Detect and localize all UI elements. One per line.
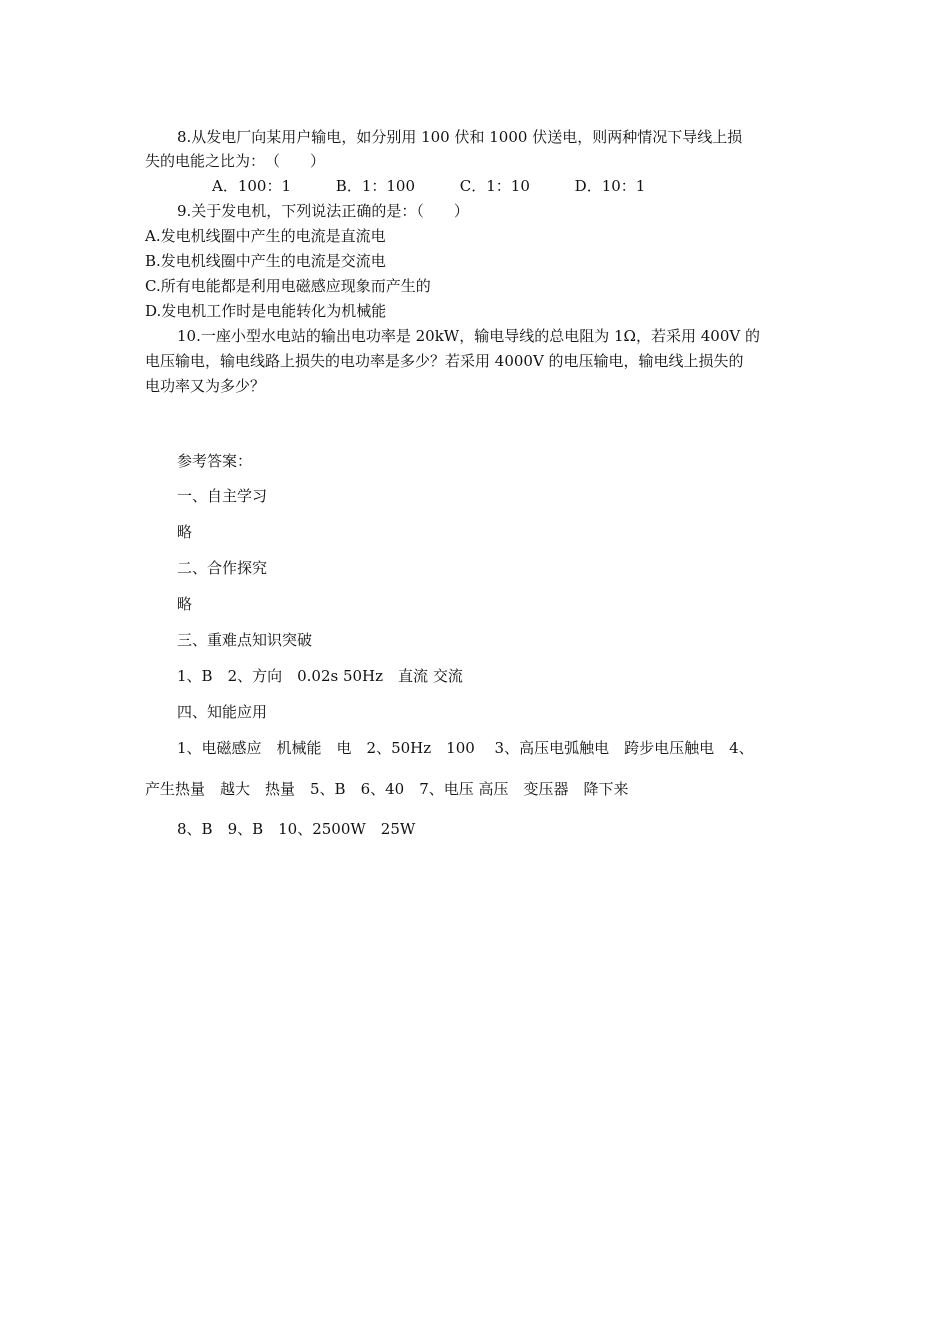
answers-section2-body: 略 — [177, 595, 193, 613]
answers-section1-heading: 一、自主学习 — [177, 487, 268, 505]
q8-option-c: C．1：10 — [459, 177, 530, 195]
answers-section1-body: 略 — [177, 523, 193, 541]
q9-option-a: A.发电机线圈中产生的电流是直流电 — [145, 227, 386, 245]
q8-stem-line1: 8.从发电厂向某用户输电，如分别用 100 伏和 1000 伏送电，则两种情况下导线上损 — [177, 128, 743, 146]
answers-section4-heading: 四、知能应用 — [177, 703, 268, 721]
answers-section4-line1: 1、电磁感应 机械能 电 2、50Hz 100 3、高压电弧触电 跨步电压触电 4、 — [177, 739, 754, 757]
answers-section4-line2: 产生热量 越大 热量 5、B 6、40 7、电压 高压 变压器 降下来 — [145, 780, 629, 798]
answers-section3-heading: 三、重难点知识突破 — [177, 631, 313, 649]
q9-option-d: D.发电机工作时是电能转化为机械能 — [145, 302, 387, 320]
q9-option-b: B.发电机线圈中产生的电流是交流电 — [145, 252, 386, 270]
answers-title: 参考答案： — [177, 452, 253, 470]
q8-option-a: A．100：1 — [212, 177, 292, 195]
q10-stem-line1: 10.一座小型水电站的输出电功率是 20kW，输电导线的总电阻为 1Ω，若采用 400V 的 — [177, 327, 760, 345]
q8-option-b: B．1：100 — [335, 177, 415, 195]
answers-section2-heading: 二、合作探究 — [177, 559, 268, 577]
q10-stem-line2: 电压输电，输电线路上损失的电功率是多少？若采用 4000V 的电压输电，输电线上损失的 — [145, 352, 744, 370]
q9-option-c: C.所有电能都是利用电磁感应现象而产生的 — [145, 277, 431, 295]
answers-section3-body: 1、B 2、方向 0.02s 50Hz 直流 交流 — [177, 667, 463, 685]
answers-section4-line3: 8、B 9、B 10、2500W 25W — [177, 820, 416, 838]
q9-stem: 9.关于发电机，下列说法正确的是：（ ） — [177, 202, 469, 220]
q8-option-d: D．10：1 — [574, 177, 646, 195]
q8-options — [212, 175, 645, 197]
q10-stem-line3: 电功率又为多少？ — [145, 377, 266, 395]
q8-stem-line2: 失的电能之比为： （ ） — [145, 152, 326, 170]
